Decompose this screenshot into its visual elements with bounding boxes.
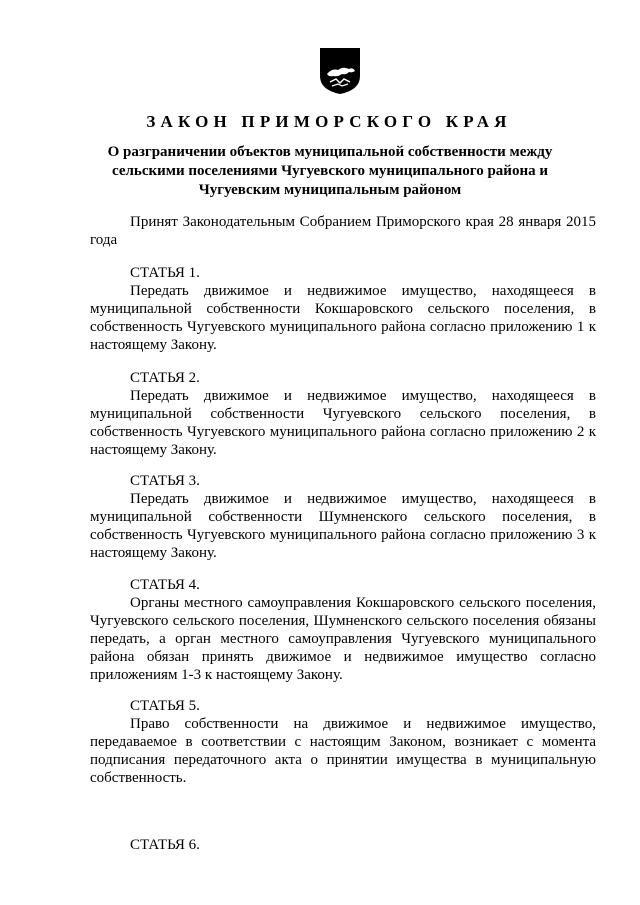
article-3 [90, 472, 596, 562]
article-text: Передать движимое и недвижимое имущество, находящееся в муниципальной собственности Шумненского сельского поселения, в собственность Чугуевского муниципального района согласно приложению 3 к настоящему Закону. [90, 491, 596, 561]
article-text: Передать движимое и недвижимое имущество, находящееся в муниципальной собственности Чугуевского сельского поселения, в собственность Чугуевского муниципального района согласно приложению 2 к настоящему Закону. [90, 388, 596, 458]
article-text: Передать движимое и недвижимое имущество, находящееся в муниципальной собственности Кокшаровского сельского поселения, в собственность Чугуевского муниципального района согласно приложению 1 к настоящему Закону. [90, 283, 596, 353]
article-4 [90, 576, 596, 684]
article-2 [90, 369, 596, 459]
article-heading: СТАТЬЯ 3. [130, 473, 200, 489]
law-title: ЗАКОН ПРИМОРСКОГО КРАЯ [146, 112, 512, 131]
subtitle-line: О разграничении объектов муниципальной собственности между [107, 144, 553, 160]
article-1 [90, 264, 596, 354]
subtitle-line: сельскими поселениями Чугуевского муниципального района и [112, 163, 548, 179]
coat-of-arms-icon [318, 46, 362, 96]
adoption-statement: Принят Законодательным Собранием Приморского края 28 января 2015 года [90, 214, 596, 248]
law-subtitle [90, 143, 570, 200]
article-text: Органы местного самоуправления Кокшаровского сельского поселения, Чугуевского сельского поселения, Шумненского сельского поселения обязаны передать, а орган местного самоуправления Чугуевского муниципального района обязан принять движимое и недвижимое имущество согласно приложениям 1-3 к настоящему Закону. [90, 595, 596, 683]
article-6 [90, 836, 596, 854]
article-text: Право собственности на движимое и недвижимое имущество, передаваемое в соответствии с настоящим Законом, возникает с момента подписания передаточного акта о принятии имущества в муниципальную собственность. [90, 716, 596, 786]
subtitle-line: Чугуевским муниципальным районом [198, 182, 462, 198]
article-heading: СТАТЬЯ 1. [130, 265, 200, 281]
article-heading: СТАТЬЯ 6. [130, 837, 200, 853]
article-5 [90, 697, 596, 787]
article-heading: СТАТЬЯ 4. [130, 577, 200, 593]
article-heading: СТАТЬЯ 5. [130, 698, 200, 714]
article-heading: СТАТЬЯ 2. [130, 370, 200, 386]
